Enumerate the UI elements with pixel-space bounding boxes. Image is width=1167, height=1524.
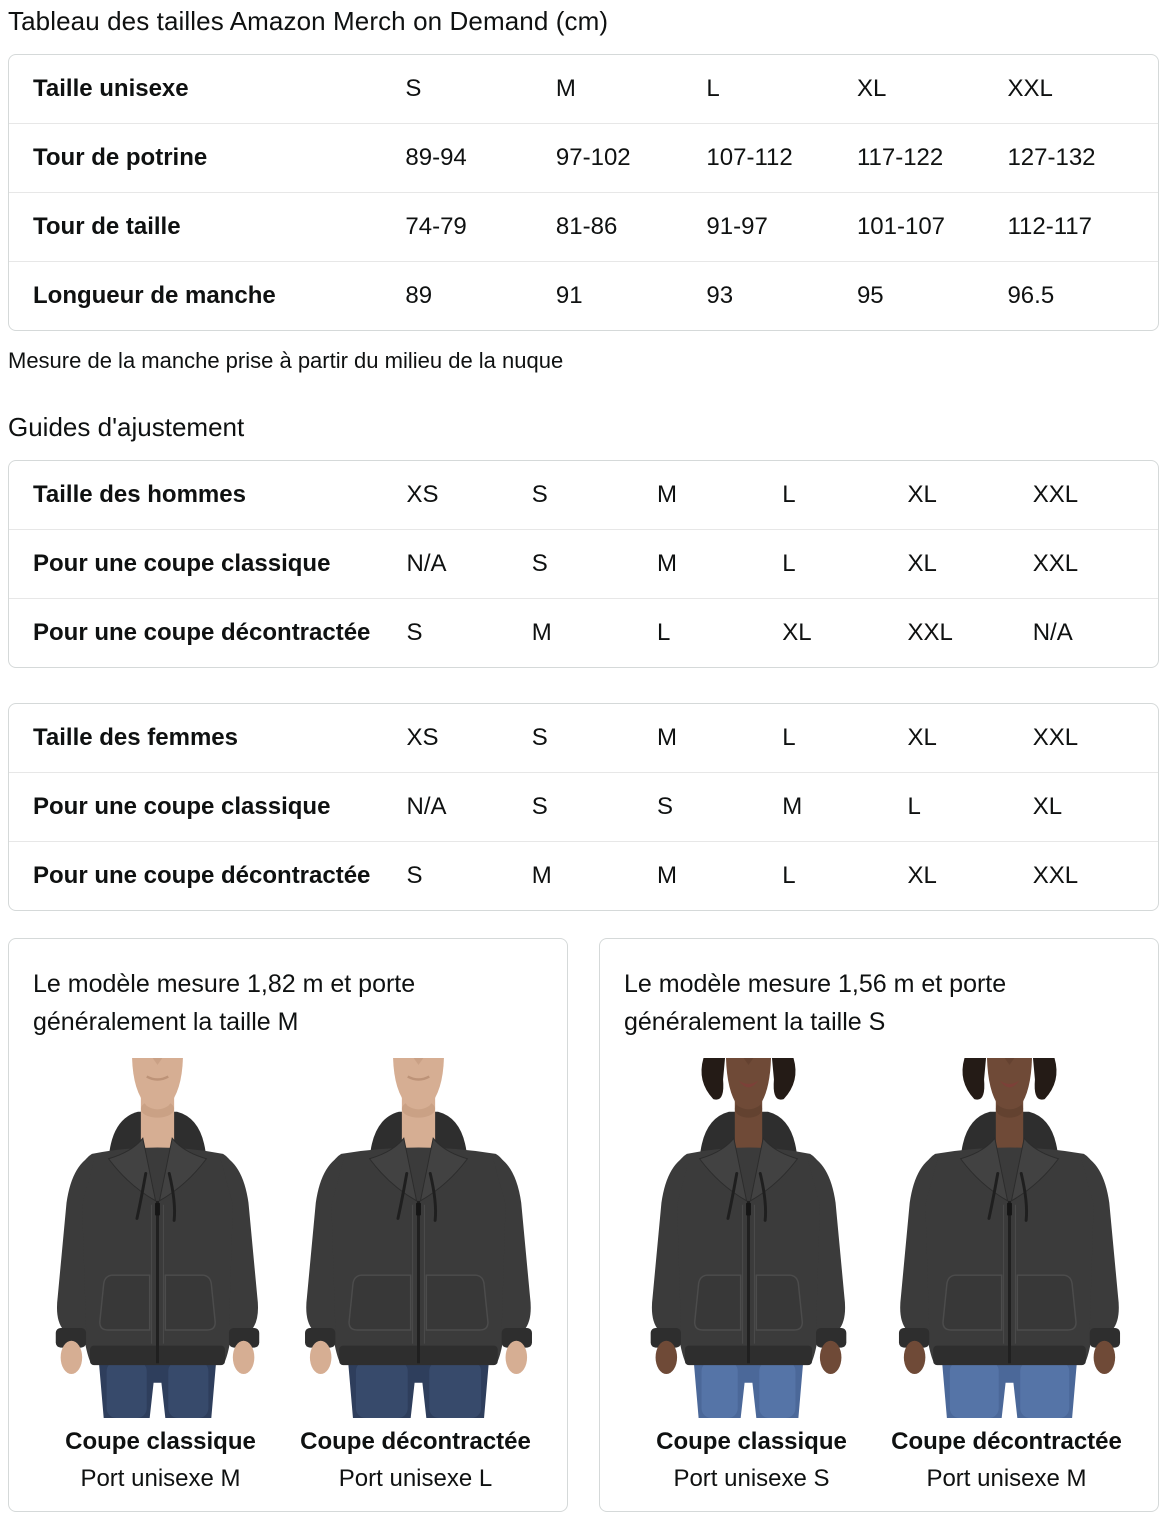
table-row [9, 193, 1158, 262]
size-value: M [657, 724, 678, 751]
size-value: 117-122 [857, 124, 1008, 193]
table-row [9, 461, 1158, 530]
womens-fit-table-card [8, 703, 1159, 911]
caption-size-worn: Port unisexe M [80, 1465, 241, 1492]
size-value: XL [1033, 773, 1158, 842]
size-value: M [555, 75, 576, 102]
size-value: 89-94 [405, 124, 556, 193]
size-value: S [657, 773, 782, 842]
male-classic-fit-photo [34, 1058, 281, 1418]
caption-fit-type: Coupe classique [65, 1428, 256, 1455]
male-photo-captions [33, 1428, 543, 1493]
row-label: Longueur de manche [9, 262, 405, 331]
row-label: Pour une coupe décontractée [9, 599, 407, 668]
row-label: Taille unisexe [33, 75, 189, 102]
caption-female-relaxed [879, 1428, 1134, 1493]
caption-fit-type: Coupe décontractée [891, 1428, 1122, 1455]
table-row [9, 530, 1158, 599]
womens-fit-table [9, 704, 1158, 910]
size-value: S [532, 773, 657, 842]
caption-male-relaxed [288, 1428, 543, 1493]
caption-size-worn: Port unisexe M [926, 1465, 1087, 1492]
female-classic-fit-photo [625, 1058, 872, 1418]
male-model-heading: Le modèle mesure 1,82 m et porte généralement la taille M [33, 970, 416, 1036]
size-value: 93 [706, 262, 857, 331]
size-value: 101-107 [857, 193, 1008, 262]
size-value: 112-117 [1007, 193, 1158, 262]
size-value: N/A [407, 773, 532, 842]
size-chart-page [8, 6, 1159, 1512]
size-value: 74-79 [405, 193, 556, 262]
size-value: 107-112 [706, 124, 857, 193]
size-value: M [657, 481, 678, 508]
size-value: L [706, 75, 720, 102]
row-label: Tour de potrine [9, 124, 405, 193]
size-value: XXL [1032, 481, 1079, 508]
row-label: Pour une coupe classique [9, 530, 407, 599]
size-value: N/A [1033, 599, 1158, 668]
table-row [9, 842, 1158, 911]
size-value: M [532, 599, 657, 668]
row-label: Tour de taille [9, 193, 405, 262]
female-relaxed-fit-photo [886, 1058, 1133, 1418]
row-label: Pour une coupe décontractée [9, 842, 407, 911]
size-value: XXL [1007, 75, 1053, 102]
size-value: S [407, 842, 532, 911]
size-value: XXL [1033, 842, 1158, 911]
female-model-card [599, 938, 1159, 1512]
size-value: 91-97 [706, 193, 857, 262]
size-value: N/A [407, 530, 532, 599]
size-value: M [782, 773, 907, 842]
row-label: Taille des hommes [33, 481, 246, 508]
size-value: XL [907, 724, 937, 751]
size-value: XL [907, 530, 1032, 599]
size-value: XS [406, 724, 439, 751]
table-row [9, 262, 1158, 331]
page-title: Tableau des tailles Amazon Merch on Demand (cm) [8, 6, 609, 36]
size-value: M [657, 530, 782, 599]
size-value: XXL [1032, 724, 1079, 751]
size-value: 91 [556, 262, 707, 331]
size-value: S [531, 481, 548, 508]
size-value: L [782, 724, 796, 751]
female-photo-captions [624, 1428, 1134, 1493]
caption-male-classic [33, 1428, 288, 1493]
male-model-card [8, 938, 568, 1512]
row-label: Pour une coupe classique [9, 773, 407, 842]
size-value: S [532, 530, 657, 599]
size-value: 96.5 [1007, 262, 1158, 331]
size-value: L [782, 530, 907, 599]
mens-fit-table-card [8, 460, 1159, 668]
table-row [9, 124, 1158, 193]
size-value: XXL [907, 599, 1032, 668]
male-relaxed-fit-photo [295, 1058, 542, 1418]
size-value: XL [856, 75, 887, 102]
male-model-photos [33, 1058, 543, 1418]
size-value: XS [406, 481, 439, 508]
size-value: L [657, 599, 782, 668]
female-model-heading: Le modèle mesure 1,56 m et porte généralement la taille S [624, 970, 1007, 1036]
size-value: 97-102 [556, 124, 707, 193]
unisex-size-table-card [8, 54, 1159, 331]
unisex-size-table [9, 55, 1158, 330]
model-fit-cards [8, 938, 1159, 1512]
size-value: M [657, 842, 782, 911]
caption-size-worn: Port unisexe S [673, 1465, 830, 1492]
size-value: L [907, 773, 1032, 842]
fit-guides-heading: Guides d'ajustement [8, 412, 245, 442]
caption-size-worn: Port unisexe L [338, 1465, 493, 1492]
size-value: XXL [1033, 530, 1158, 599]
size-value: S [407, 599, 532, 668]
size-value: S [405, 75, 422, 102]
size-value: L [782, 842, 907, 911]
row-label: Taille des femmes [33, 724, 238, 751]
size-value: 89 [405, 262, 556, 331]
size-value: XL [782, 599, 907, 668]
size-value: 95 [857, 262, 1008, 331]
caption-fit-type: Coupe classique [656, 1428, 847, 1455]
size-value: 81-86 [556, 193, 707, 262]
size-value: S [531, 724, 548, 751]
size-value: M [532, 842, 657, 911]
size-value: XL [907, 481, 937, 508]
female-model-photos [624, 1058, 1134, 1418]
sleeve-measure-note: Mesure de la manche prise à partir du milieu de la nuque [8, 348, 564, 373]
mens-fit-table [9, 461, 1158, 667]
table-row [9, 704, 1158, 773]
table-row [9, 773, 1158, 842]
size-value: XL [907, 842, 1032, 911]
table-row [9, 599, 1158, 668]
table-row [9, 55, 1158, 124]
size-value: L [782, 481, 796, 508]
size-value: 127-132 [1007, 124, 1158, 193]
caption-female-classic [624, 1428, 879, 1493]
caption-fit-type: Coupe décontractée [300, 1428, 531, 1455]
